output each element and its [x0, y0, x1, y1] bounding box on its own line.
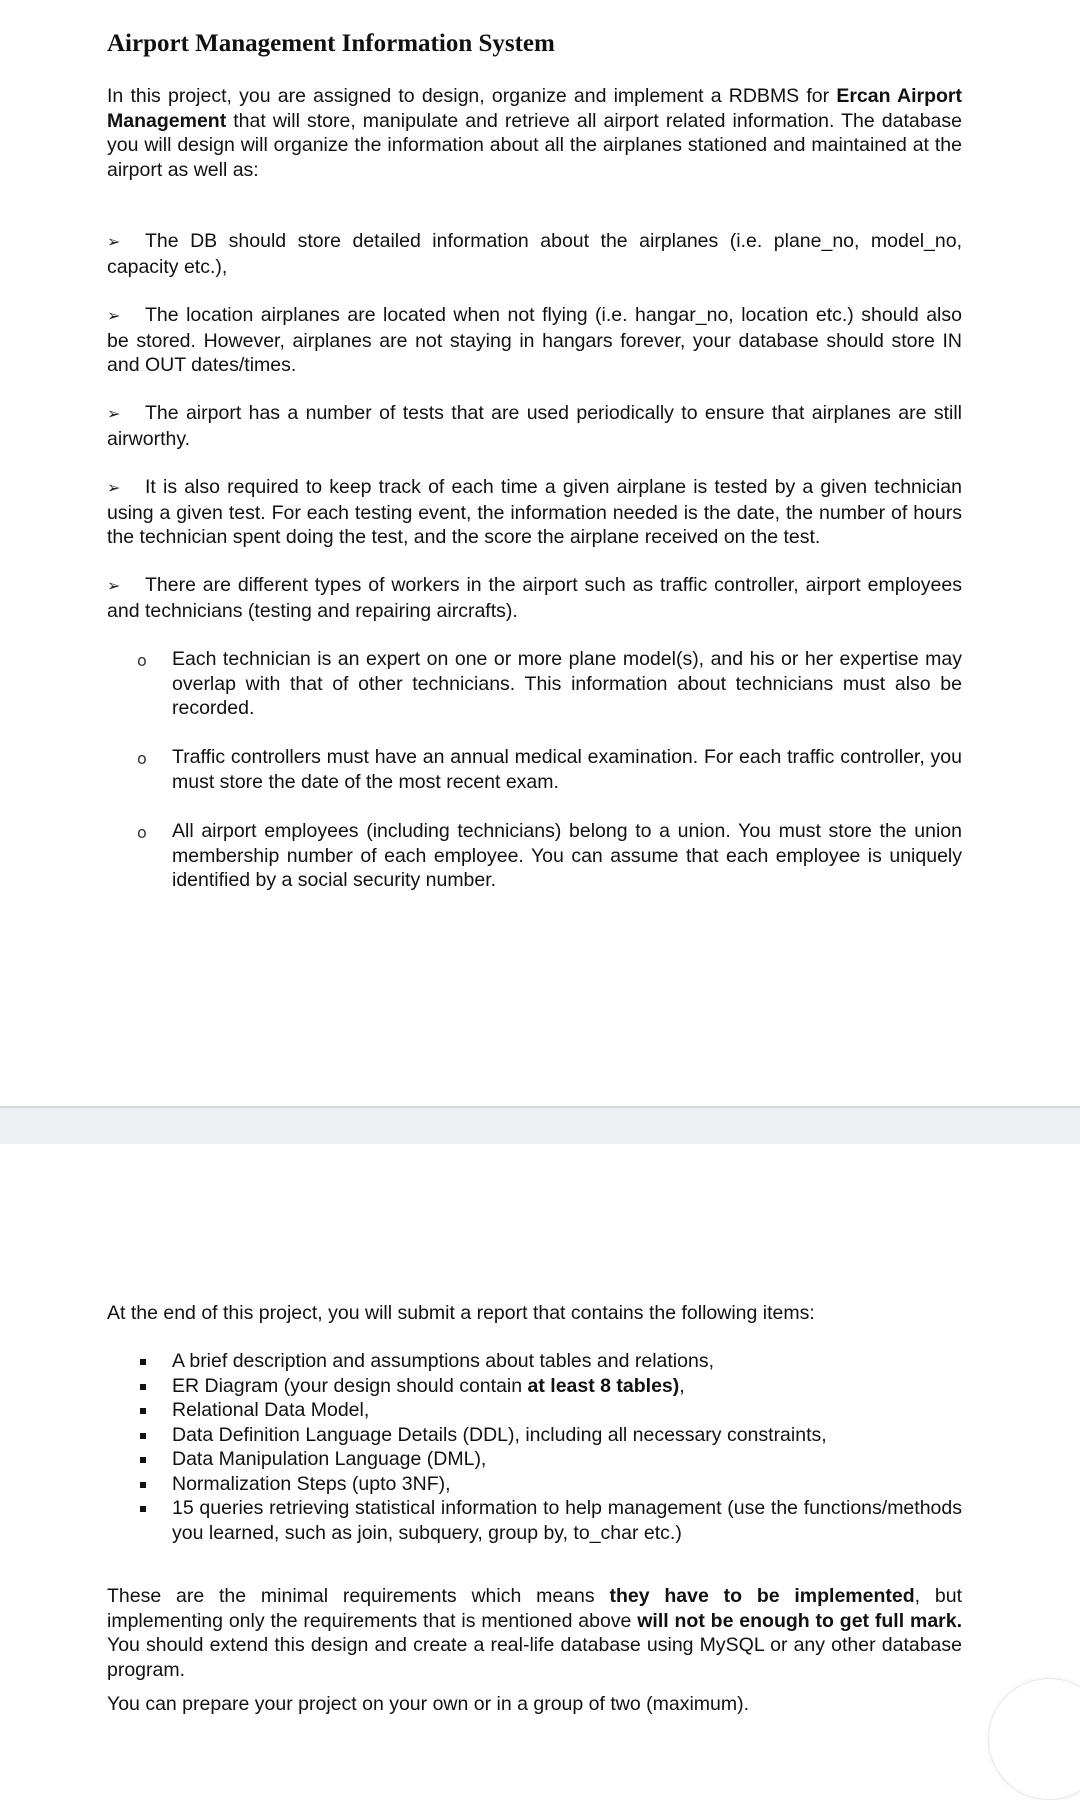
list-item: Data Manipulation Language (DML),	[137, 1447, 962, 1472]
sub-bullet-item: Each technician is an expert on one or more plane model(s), and his or her expertise may overlap with that of other technicians. This information about technicians must also be recorded.	[172, 648, 962, 719]
closing-paragraph: These are the minimal requirements which means they have to be implemented, but implementing only the requirements that is mentioned above will not be enough to get full mark. You should extend this design and create a real-life database using MySQL or any other database program.	[107, 1585, 963, 1681]
company-name: Ercan Airport Management	[107, 85, 962, 132]
list-item: Normalization Steps (upto 3NF),	[137, 1472, 962, 1497]
arrow-bullet-icon: ➢	[107, 478, 121, 497]
arrow-bullet-icon: ➢	[107, 404, 121, 423]
bullet-item: ➢ The airport has a number of tests that are used periodically to ensure that airplanes are still airworthy.	[107, 402, 962, 450]
sub-bullet-item: Traffic controllers must have an annual medical examination. For each traffic controller, you must store the date of the most recent exam.	[172, 746, 962, 793]
circle-bullet-icon: o	[137, 823, 147, 842]
circle-bullet-icon: o	[137, 651, 147, 670]
square-bullet-icon	[140, 1506, 146, 1512]
bullet-item: ➢ It is also required to keep track of each time a given airplane is tested by a given technician using a given test. For each testing event, the information needed is the date, the number of hours the technician spent doing the test, and the score the airplane received on the test.	[107, 476, 962, 548]
page-separator	[0, 1106, 1080, 1144]
final-note: You can prepare your project on your own or in a group of two (maximum).	[107, 1693, 750, 1715]
list-item: Data Definition Language Details (DDL), including all necessary constraints,	[137, 1423, 962, 1448]
bullet-item: ➢ The DB should store detailed information about the airplanes (i.e. plane_no, model_no, capacity etc.),	[107, 230, 962, 278]
square-bullet-icon	[140, 1384, 146, 1390]
square-bullet-icon	[140, 1359, 146, 1365]
arrow-bullet-icon: ➢	[107, 232, 121, 251]
report-items-list	[137, 1349, 962, 1545]
list-item: 15 queries retrieving statistical information to help management (use the functions/methods you learned, such as join, subquery, group by, to_char etc.)	[137, 1496, 962, 1545]
list-item: ER Diagram (your design should contain at least 8 tables),	[137, 1374, 962, 1399]
circle-bullet-icon: o	[137, 749, 147, 768]
document-page-2	[0, 1144, 1080, 1740]
sub-bullet-item: All airport employees (including technicians) belong to a union. You must store the union membership number of each employee. You can assume that each employee is uniquely identified by a social security number.	[172, 820, 962, 891]
square-bullet-icon	[140, 1482, 146, 1488]
floating-action-button[interactable]	[988, 1678, 1080, 1800]
list-item: A brief description and assumptions about tables and relations,	[137, 1349, 962, 1374]
bullet-item: ➢ There are different types of workers in the airport such as traffic controller, airport employees and technicians (testing and repairing aircrafts).	[107, 574, 962, 622]
report-lead: At the end of this project, you will submit a report that contains the following items:	[107, 1302, 815, 1324]
square-bullet-icon	[140, 1457, 146, 1463]
square-bullet-icon	[140, 1433, 146, 1439]
bullet-item: ➢ The location airplanes are located when not flying (i.e. hangar_no, location etc.) should also be stored. However, airplanes are not staying in hangars forever, your database should store IN and OUT dates/times.	[107, 304, 962, 376]
arrow-bullet-icon: ➢	[107, 576, 121, 595]
square-bullet-icon	[140, 1408, 146, 1414]
arrow-bullet-icon: ➢	[107, 306, 121, 325]
list-item: Relational Data Model,	[137, 1398, 962, 1423]
intro-paragraph: In this project, you are assigned to design, organize and implement a RDBMS for Ercan Airport Management that will store, manipulate and retrieve all airport related information. The database you will design will organize the information about all the airplanes stationed and maintained at the airport as well as:	[107, 85, 962, 181]
document-title: Airport Management Information System	[107, 30, 555, 57]
